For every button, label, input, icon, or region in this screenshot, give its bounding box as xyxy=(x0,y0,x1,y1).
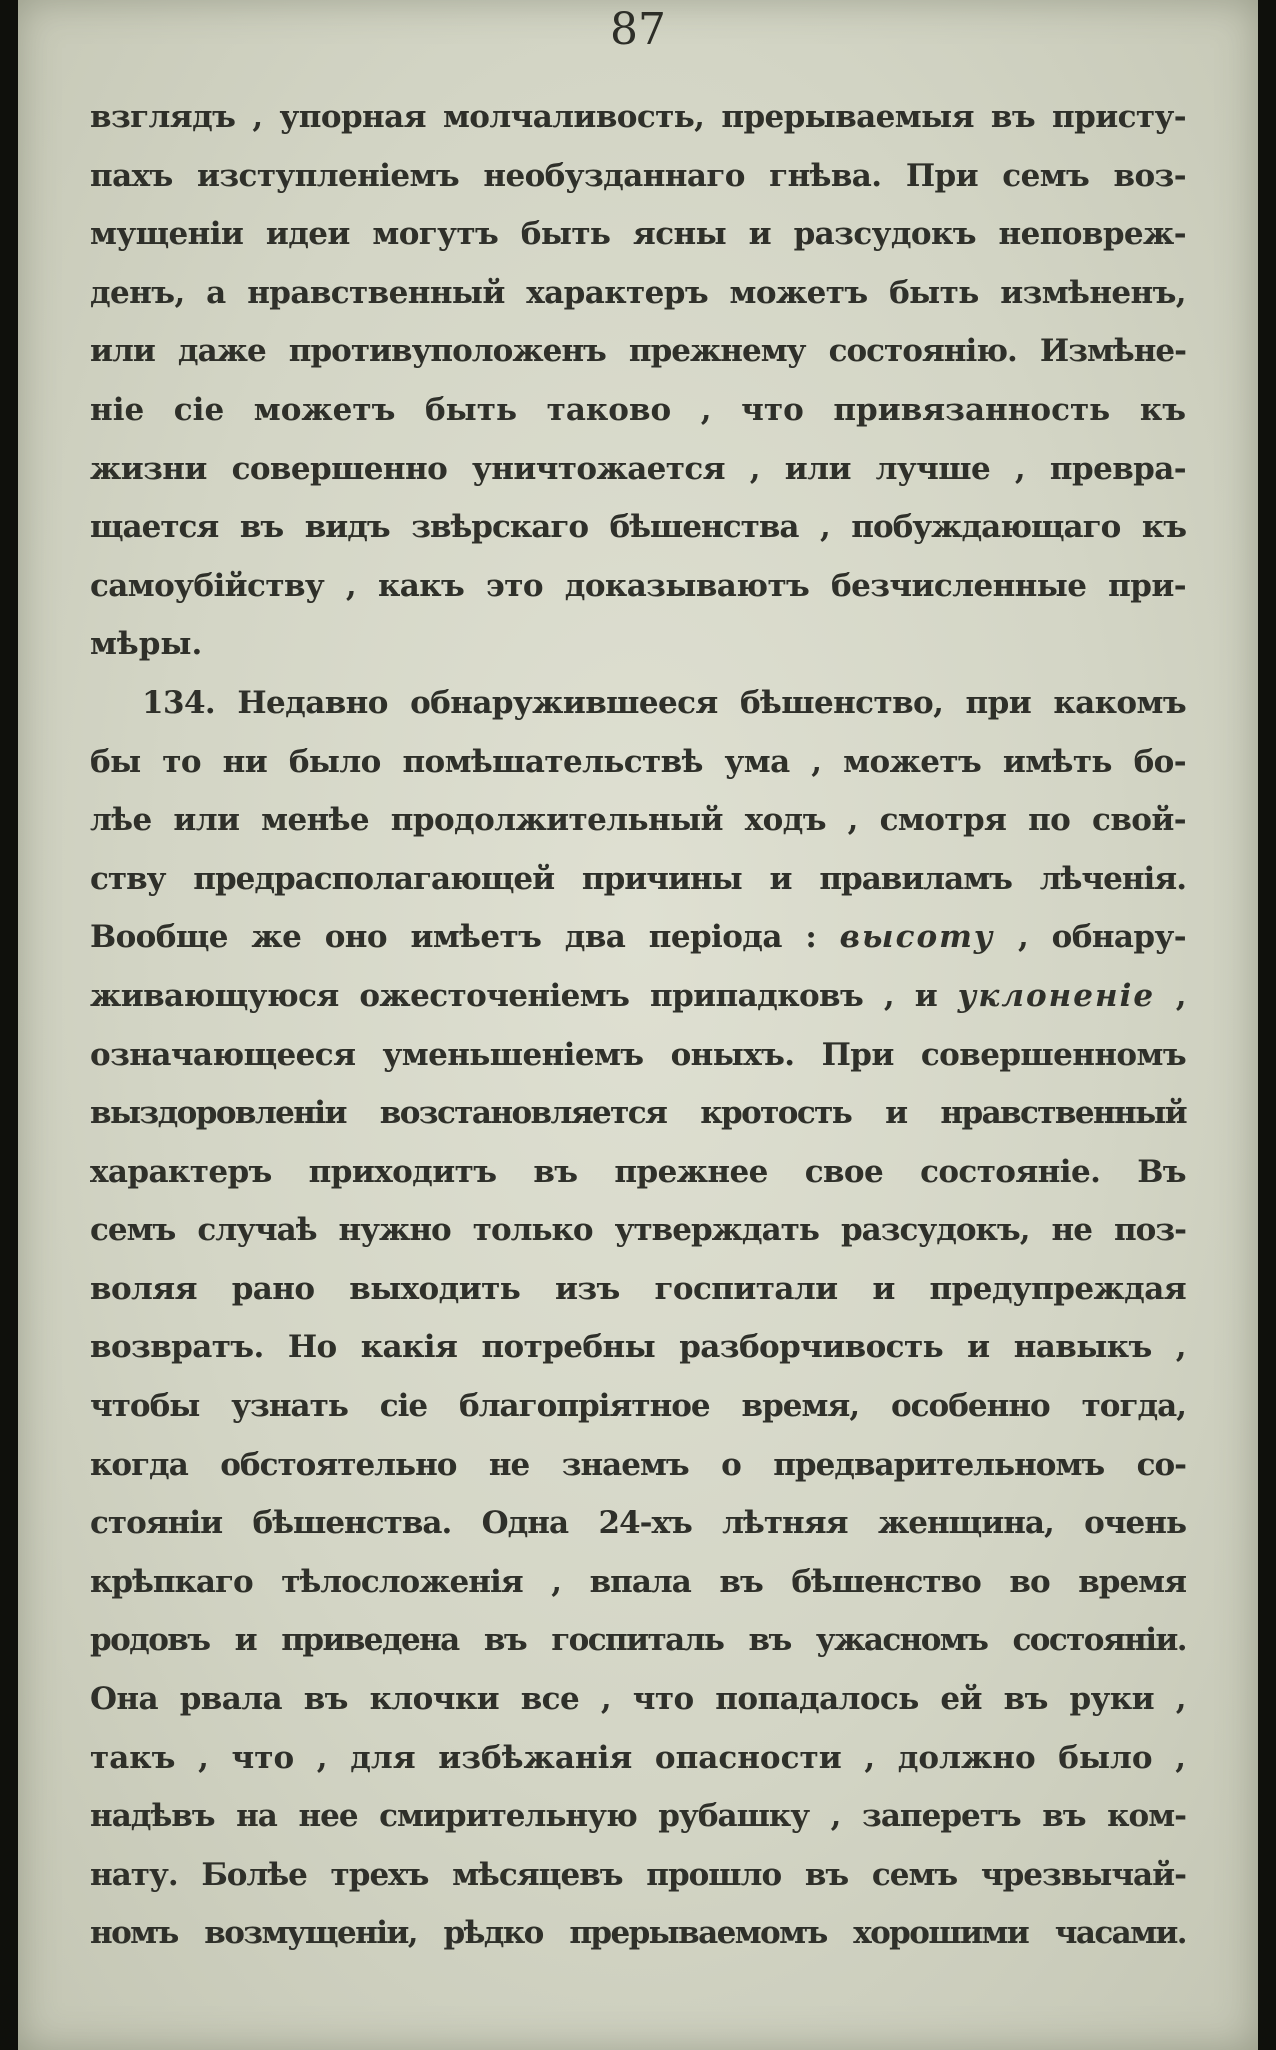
text-line: воляя рано выходить изъ госпитали и предупреждая xyxy=(90,1270,1186,1307)
text-segment: Вообще же оно имѣетъ два періода : xyxy=(90,919,840,956)
text-line: чтобы узнать сіе благопріятное время, особенно тогда, xyxy=(90,1388,1186,1425)
text-line: жизни совершенно уничтожается , или лучше , превра- xyxy=(90,450,1186,487)
text-line: бы то ни было помѣшательствѣ ума , можетъ имѣть бо- xyxy=(90,743,1186,780)
text-line: выздоровленіи возстановляется кротость и нравственный xyxy=(90,1095,1186,1132)
text-line: характеръ приходитъ въ прежнее свое состояніе. Въ xyxy=(90,1153,1186,1190)
text-line: мѣры. xyxy=(90,626,203,663)
text-line: такъ , что , для избѣжанія опасности , должно было , xyxy=(90,1739,1186,1776)
text-line: семъ случаѣ нужно только утверждать разсудокъ, не поз- xyxy=(90,1212,1186,1249)
text-line-with-emphasis xyxy=(90,967,1186,1026)
text-line: самоубійству , какъ это доказываютъ безчисленные при- xyxy=(90,567,1186,604)
text-line: возвратъ. Но какія потребны разборчивость и навыкъ , xyxy=(90,1329,1186,1366)
text-line: родовъ и приведена въ госпиталь въ ужасномъ состояніи. xyxy=(90,1622,1186,1659)
body-text xyxy=(90,88,1186,1963)
text-line-with-emphasis xyxy=(90,908,1186,967)
text-line: или даже противуположенъ прежнему состоянію. Измѣне- xyxy=(90,333,1186,370)
text-line: ству предрасполагающей причины и правиламъ лѣченія. xyxy=(90,860,1186,897)
text-line: ніе сіе можетъ быть таково , что привязанность къ xyxy=(90,391,1186,428)
text-line: пахъ изступленіемъ необузданнаго гнѣва. При семъ воз- xyxy=(90,157,1186,194)
text-line: Она рвала въ клочки все , что попадалось ей въ руки , xyxy=(90,1681,1186,1718)
paragraph-start-line: 134. Недавно обнаружившееся бѣшенство, при какомъ xyxy=(142,684,1186,721)
text-segment: , xyxy=(1155,977,1186,1014)
text-segment: живающуюся ожесточеніемъ припадковъ , и xyxy=(90,977,958,1014)
emphasized-term: высоту xyxy=(839,919,995,956)
book-page xyxy=(18,0,1258,2050)
text-line: номъ возмущеніи, рѣдко прерываемомъ хорошими часами. xyxy=(90,1915,1186,1952)
text-line: щается въ видъ звѣрскаго бѣшенства , побуждающаго къ xyxy=(90,509,1186,546)
text-line: нату. Болѣе трехъ мѣсяцевъ прошло въ семъ чрезвычай- xyxy=(90,1856,1186,1893)
text-line: лѣе или менѣе продолжительный ходъ , смотря по свой- xyxy=(90,802,1186,839)
text-line: означающееся уменьшеніемъ оныхъ. При совершенномъ xyxy=(90,1036,1186,1073)
text-segment: , обнару- xyxy=(994,919,1186,956)
text-line: взглядъ , упорная молчаливость, прерываемыя въ присту- xyxy=(90,99,1186,135)
page-number: 87 xyxy=(610,4,666,55)
text-line: крѣпкаго тѣлосложенія , впала въ бѣшенство во время xyxy=(90,1563,1186,1600)
text-line: денъ, а нравственный характеръ можетъ быть измѣненъ, xyxy=(90,274,1186,311)
text-line: мущеніи идеи могутъ быть ясны и разсудокъ неповреж- xyxy=(90,216,1186,253)
emphasized-term: уклоненіе xyxy=(957,977,1156,1014)
text-line: когда обстоятельно не знаемъ о предварительномъ со- xyxy=(90,1446,1186,1483)
text-line: надѣвъ на нее смирительную рубашку , заперетъ въ ком- xyxy=(90,1798,1186,1835)
text-line: стояніи бѣшенства. Одна 24-хъ лѣтняя женщина, очень xyxy=(90,1505,1186,1542)
